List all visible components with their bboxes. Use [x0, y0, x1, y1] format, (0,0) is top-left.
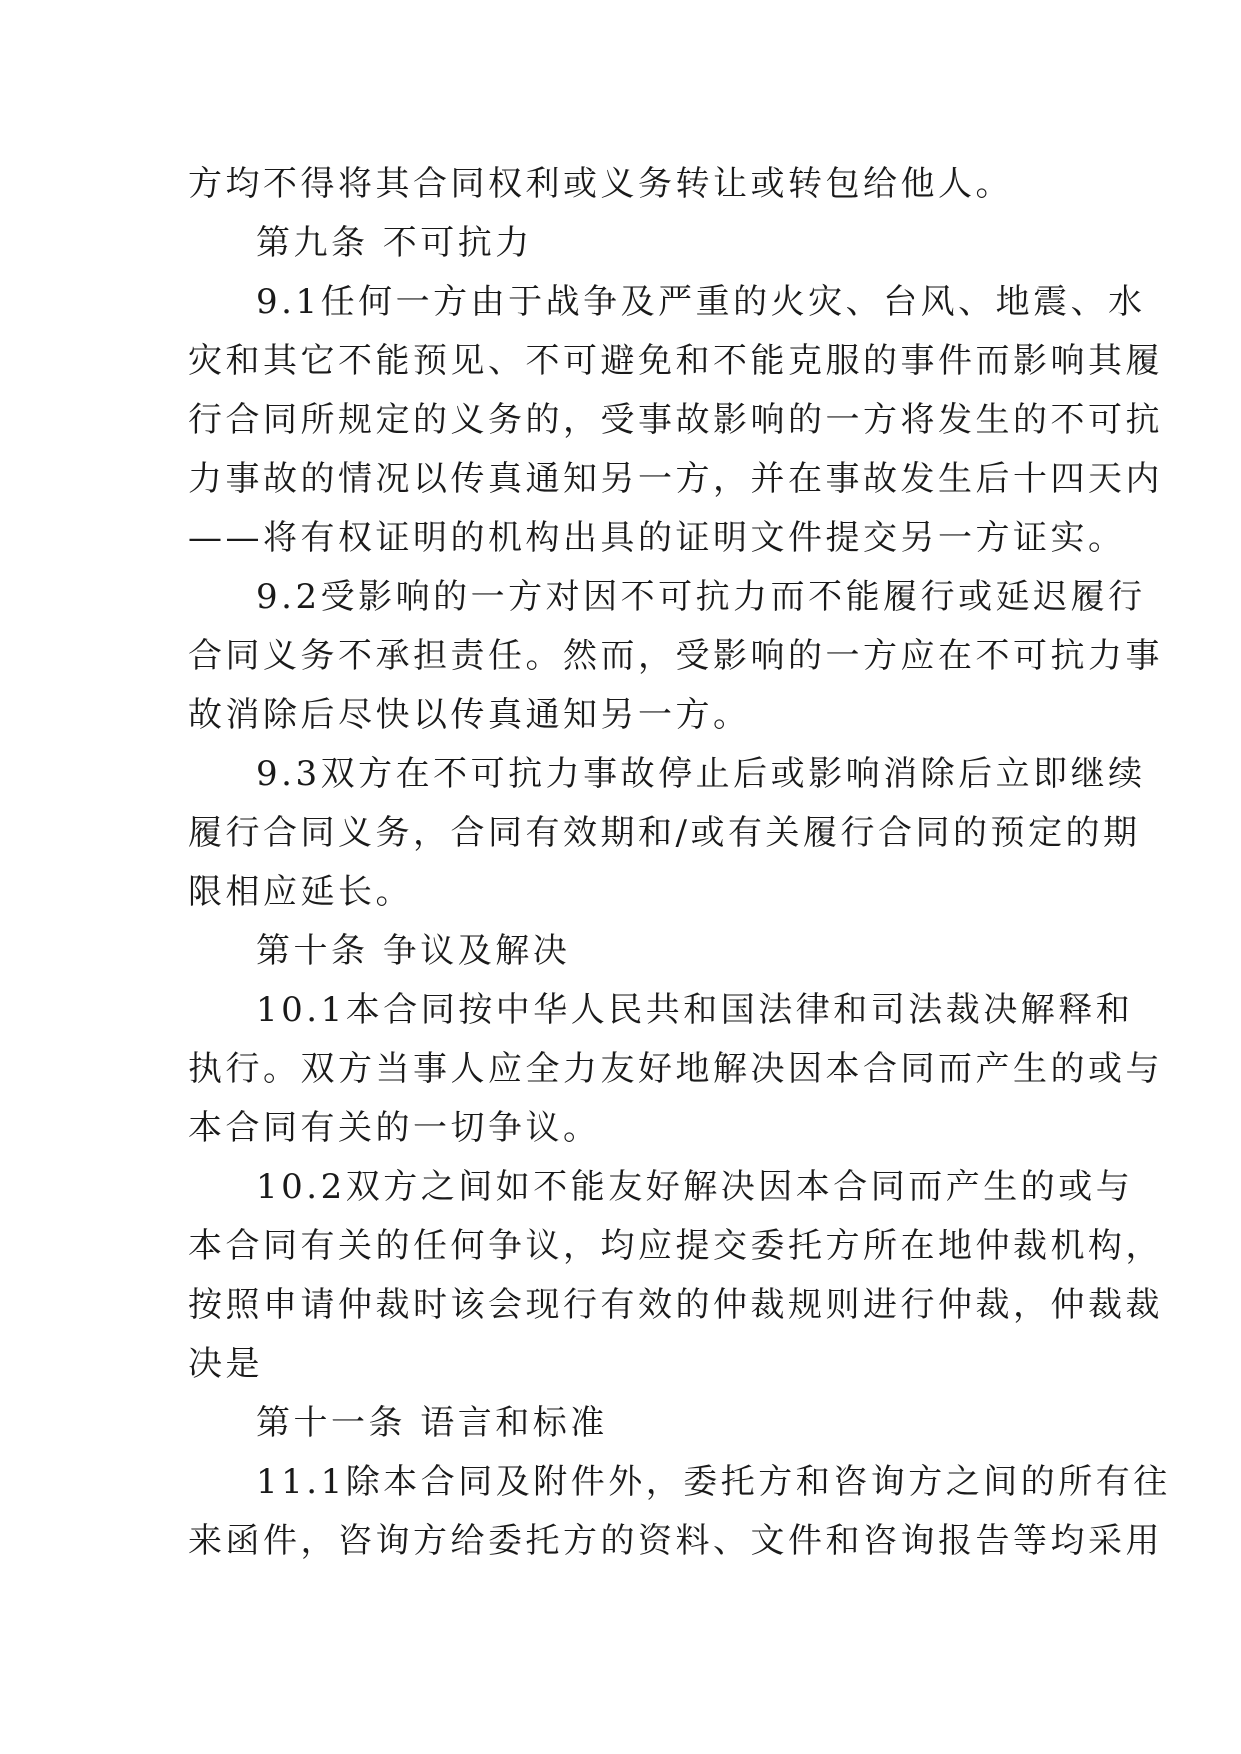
text-line-16: 执行。双方当事人应全力友好地解决因本合同而产生的或与: [188, 1049, 1163, 1089]
text-line-12: 履行合同义务，合同有效期和/或有关履行合同的预定的期: [188, 813, 1141, 853]
text-line-23: 11.1除本合同及附件外，委托方和咨询方之间的所有往: [256, 1462, 1171, 1502]
text-line-9: 合同义务不承担责任。然而，受影响的一方应在不可抗力事: [188, 636, 1163, 676]
text-line-3: 9.1任何一方由于战争及严重的火灾、台风、地震、水: [256, 282, 1146, 322]
text-line-5: 行合同所规定的义务的，受事故影响的一方将发生的不可抗: [188, 400, 1163, 440]
text-line-21: 决是: [188, 1344, 263, 1384]
text-line-6: 力事故的情况以传真通知另一方，并在事故发生后十四天内: [188, 459, 1163, 499]
text-line-4: 灾和其它不能预见、不可避免和不能克服的事件而影响其履: [188, 341, 1163, 381]
text-line-8: 9.2受影响的一方对因不可抗力而不能履行或延迟履行: [256, 577, 1146, 617]
text-line-7: ——将有权证明的机构出具的证明文件提交另一方证实。: [188, 518, 1126, 558]
document-body: [188, 155, 1171, 1571]
text-line-15: 10.1本合同按中华人民共和国法律和司法裁决解释和: [256, 990, 1134, 1030]
text-line-10: 故消除后尽快以传真通知另一方。: [188, 695, 751, 735]
text-line-20: 按照申请仲裁时该会现行有效的仲裁规则进行仲裁，仲裁裁: [188, 1285, 1163, 1325]
text-line-1: 方均不得将其合同权利或义务转让或转包给他人。: [188, 164, 1013, 204]
text-line-17: 本合同有关的一切争议。: [188, 1108, 601, 1148]
text-line-13: 限相应延长。: [188, 872, 413, 912]
text-line-18: 10.2双方之间如不能友好解决因本合同而产生的或与: [256, 1167, 1134, 1207]
text-line-19: 本合同有关的任何争议，均应提交委托方所在地仲裁机构，: [188, 1226, 1163, 1266]
text-line-11: 9.3双方在不可抗力事故停止后或影响消除后立即继续: [256, 754, 1146, 794]
text-line-24: 来函件，咨询方给委托方的资料、文件和咨询报告等均采用: [188, 1521, 1163, 1561]
section-heading-11: 第十一条 语言和标准: [256, 1403, 608, 1443]
section-heading-10: 第十条 争议及解决: [256, 931, 571, 971]
section-heading-9: 第九条 不可抗力: [256, 223, 533, 263]
